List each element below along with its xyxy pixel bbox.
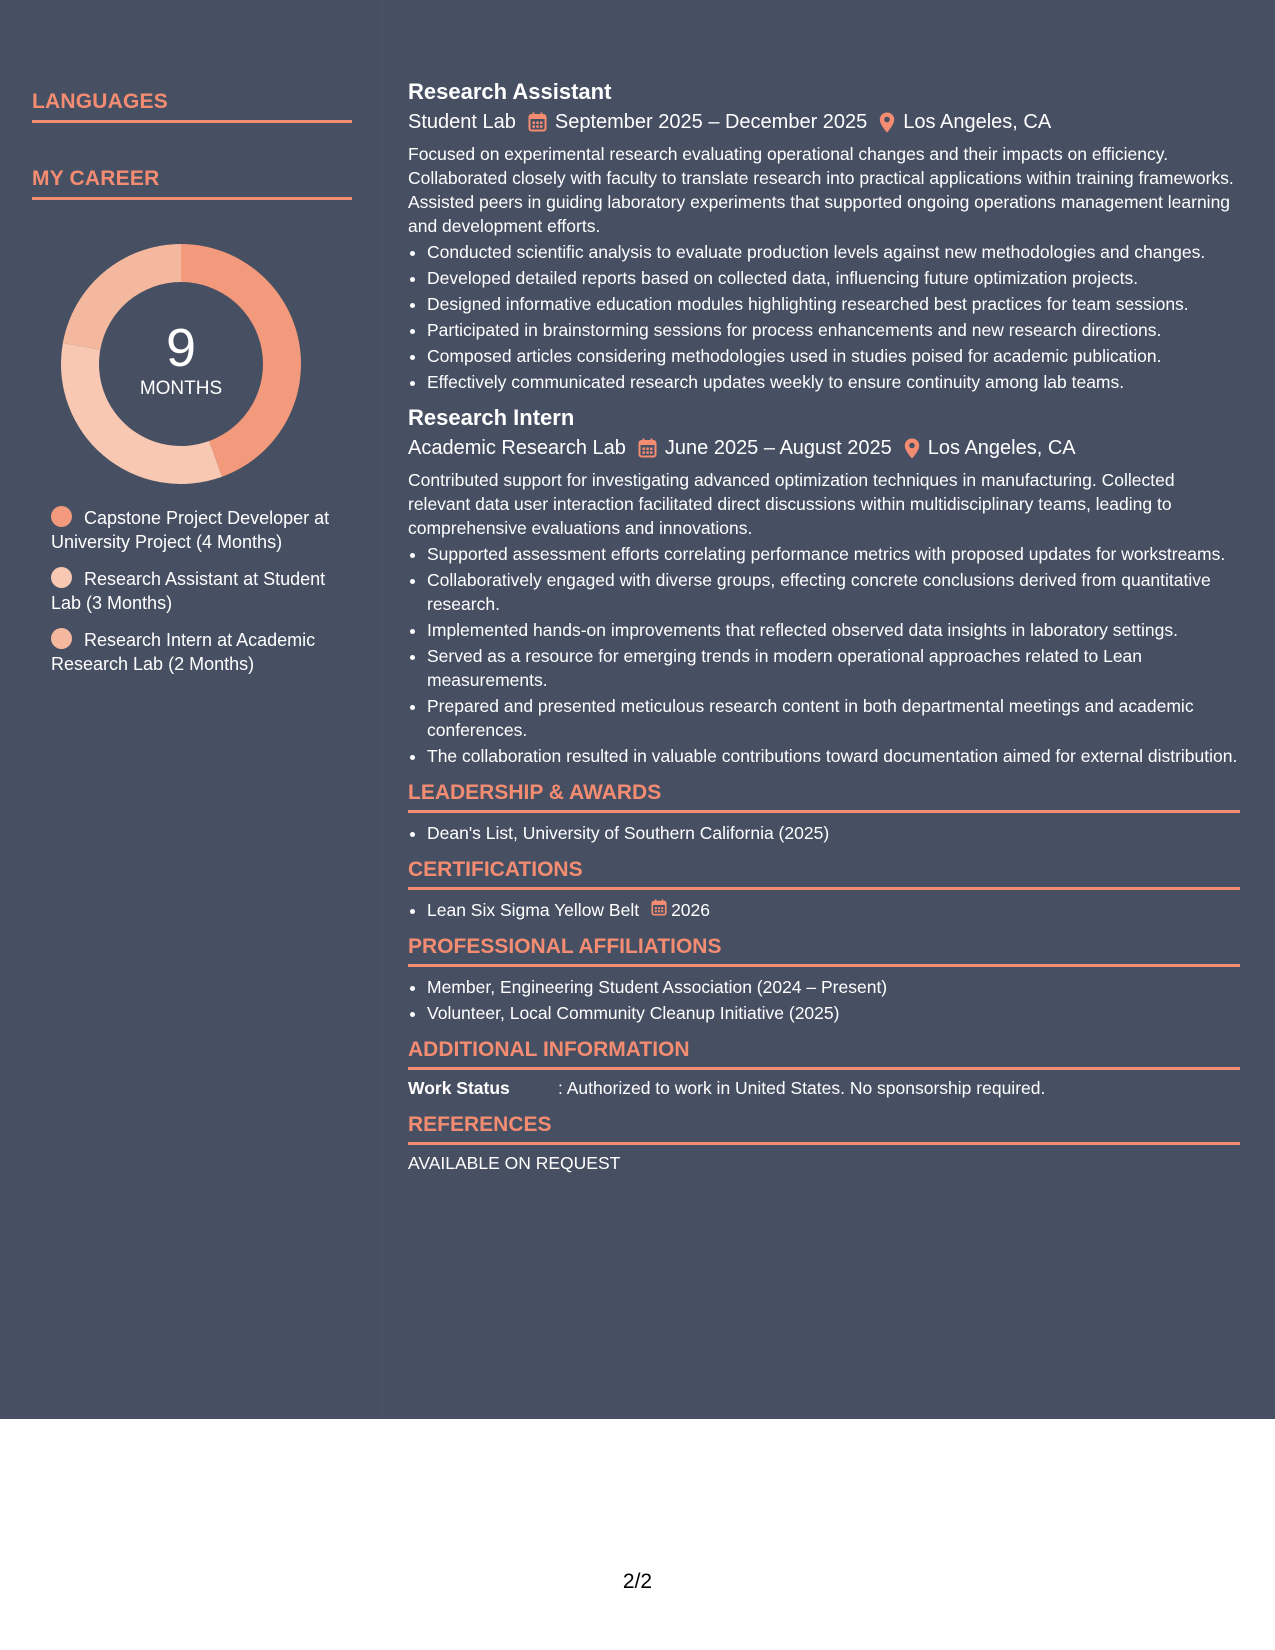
- job-description: Contributed support for investigating advanced optimization techniques in manufacturing. Collected relevant data user interaction facilitated direct discussions within multidisciplinary teams, leading to comprehensive evaluations and innovations.: [408, 470, 1175, 538]
- languages-heading: LANGUAGES: [32, 90, 352, 123]
- calendar-icon: [528, 112, 547, 132]
- cert-row: [427, 898, 710, 922]
- job-location: Los Angeles, CA: [927, 437, 1076, 459]
- job-meta: [408, 108, 1240, 136]
- additional-info-heading: ADDITIONAL INFORMATION: [408, 1037, 1240, 1070]
- affiliations-list: [408, 975, 1240, 1025]
- list-item: • Conducted scientific analysis to evaluate production levels against new methodologies and changes.: [427, 240, 1240, 264]
- donut-unit-label: MONTHS: [139, 378, 223, 399]
- legend-label: Research Intern at Academic Research Lab (2 Months): [51, 630, 316, 674]
- leadership-heading: LEADERSHIP & AWARDS: [408, 780, 1240, 813]
- job-dates: September 2025 – December 2025: [554, 111, 868, 133]
- job-bullets: [408, 542, 1240, 768]
- calendar-icon: [651, 898, 667, 922]
- location-pin-icon: [904, 438, 920, 459]
- legend-item: [51, 567, 341, 615]
- legend-label: Research Assistant at Student Lab (3 Months): [51, 569, 326, 613]
- list-item: • The collaboration resulted in valuable contributions toward documentation aimed for external distribution.: [427, 744, 1240, 768]
- list-item: • Effectively communicated research updates weekly to ensure continuity among lab teams.: [427, 370, 1240, 394]
- job-company: Academic Research Lab: [408, 437, 626, 459]
- career-heading: MY CAREER: [32, 167, 352, 200]
- career-legend: [51, 506, 341, 676]
- cert-name: • Lean Six Sigma Yellow Belt: [427, 900, 640, 920]
- list-item: • Volunteer, Local Community Cleanup Initiative (2025): [427, 1001, 1240, 1025]
- column-divider: [382, 0, 383, 1419]
- cert-year: 2026: [671, 900, 711, 920]
- job-entry: [408, 404, 1240, 768]
- list-item: • Implemented hands-on improvements that reflected observed data insights in laboratory settings.: [427, 618, 1240, 642]
- main-content: [408, 78, 1240, 1175]
- location-pin-icon: [879, 112, 895, 133]
- legend-item: [51, 506, 341, 554]
- career-donut-chart: [61, 244, 301, 484]
- references-heading: REFERENCES: [408, 1112, 1240, 1145]
- legend-dot-icon: [51, 506, 72, 527]
- affiliations-heading: PROFESSIONAL AFFILIATIONS: [408, 934, 1240, 967]
- job-location: Los Angeles, CA: [903, 111, 1052, 133]
- job-description: Focused on experimental research evaluating operational changes and their impacts on efficiency. Collaborated closely with faculty to translate research into practical applications within training frameworks. Assisted peers in guiding laboratory experiments that supported ongoing operations management learning and development efforts.: [408, 144, 1234, 236]
- list-item: • Member, Engineering Student Association (2024 – Present): [427, 975, 1240, 999]
- legend-item: [51, 628, 341, 676]
- sidebar: [32, 90, 352, 689]
- work-status-value: : Authorized to work in United States. No sponsorship required.: [558, 1078, 1046, 1098]
- work-status-label: Work Status: [408, 1078, 510, 1098]
- list-item: • Served as a resource for emerging trends in modern operational approaches related to Lean measurements.: [427, 644, 1240, 692]
- donut-total-value: 9: [165, 318, 197, 378]
- certifications-heading: CERTIFICATIONS: [408, 857, 1240, 890]
- list-item: • Developed detailed reports based on collected data, influencing future optimization projects.: [427, 266, 1240, 290]
- legend-dot-icon: [51, 628, 72, 649]
- job-meta: [408, 434, 1240, 462]
- legend-dot-icon: [51, 567, 72, 588]
- job-entry: [408, 78, 1240, 394]
- leadership-list: [408, 821, 1240, 845]
- job-title: Research Assistant: [408, 79, 612, 104]
- list-item: • Collaboratively engaged with diverse groups, effecting concrete conclusions derived from quantitative research.: [427, 568, 1240, 616]
- list-item: • Participated in brainstorming sessions for process enhancements and new research directions.: [427, 318, 1240, 342]
- certifications-list: [408, 898, 1240, 922]
- job-dates: June 2025 – August 2025: [664, 437, 892, 459]
- list-item: • Prepared and presented meticulous research content in both departmental meetings and academic conferences.: [427, 694, 1240, 742]
- job-bullets: [408, 240, 1240, 394]
- job-title: Research Intern: [408, 405, 575, 430]
- list-item: • Supported assessment efforts correlating performance metrics with proposed updates for workstreams.: [427, 542, 1240, 566]
- list-item: [427, 898, 1240, 922]
- job-company: Student Lab: [408, 111, 516, 133]
- list-item: • Dean's List, University of Southern California (2025): [427, 821, 1240, 845]
- references-text: AVAILABLE ON REQUEST: [408, 1153, 621, 1173]
- page-number: 2/2: [622, 1570, 653, 1593]
- calendar-icon: [638, 438, 657, 458]
- list-item: • Composed articles considering methodologies used in studies poised for academic publication.: [427, 344, 1240, 368]
- donut-center: [61, 244, 301, 484]
- list-item: • Designed informative education modules highlighting researched best practices for team sessions.: [427, 292, 1240, 316]
- work-status-row: [408, 1076, 1240, 1100]
- legend-label: Capstone Project Developer at University Project (4 Months): [51, 508, 330, 552]
